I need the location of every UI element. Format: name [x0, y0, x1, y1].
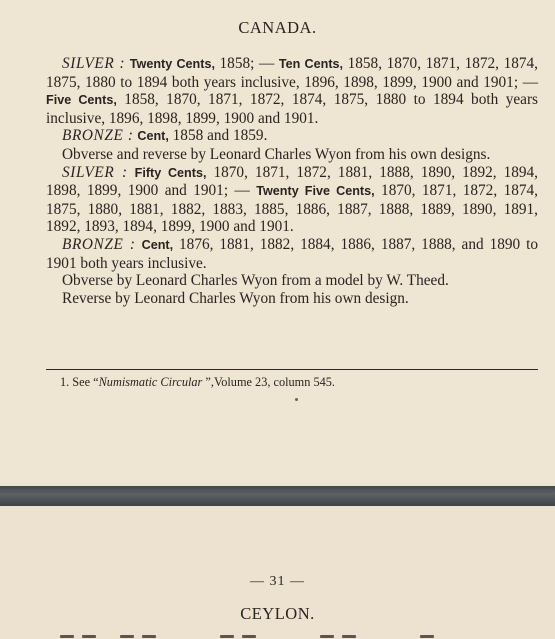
paragraph-silver-1858 [46, 55, 538, 127]
metal-label: BRONZE : [62, 235, 136, 253]
paragraph-obverse-credit: Obverse by Leonard Charles Wyon from a model by W. Theed. [62, 272, 449, 290]
coin-list [46, 55, 538, 307]
years-text: 1870, 1871, 1872, 1874, 1875, 1880, 1881, 1882, 1883, 1885, 1886, 1887, 1888, 1889, 1890, 1891, 1892, 1893, 1894, 1899, 1900 and 1901. [46, 182, 539, 236]
coin-name: Twenty Five Cents, [256, 184, 375, 199]
metal-label: SILVER : [62, 163, 128, 181]
years-text: 1858, 1870, 1871, 1872, 1874, 1875, 1880 to 1894 both years inclusive, 1896, 1898, 1899, 1900 and 1901. [46, 91, 538, 127]
coin-name: Cent, [137, 129, 169, 144]
years-text: 1876, 1881, 1882, 1884, 1886, 1887, 1888, and 1890 to 1901 both years inclusive. [46, 235, 539, 272]
years-text: 1870, 1871, 1872, 1881, 1888, 1890, 1892, 1894, 1898, 1899, 1900 and 1901; — [46, 163, 539, 200]
coin-name: Ten Cents, [278, 57, 344, 71]
paragraph-silver-1870 [46, 164, 538, 236]
truncated-text-line [60, 633, 500, 639]
paragraph-reverse-credit: Reverse by Leonard Charles Wyon from his own design. [62, 289, 409, 307]
paragraph-bronze-1858 [46, 127, 538, 146]
next-section-heading: CEYLON. [240, 604, 315, 623]
paragraph-designer-1: Obverse and reverse by Leonard Charles Wyon from his own designs. [62, 145, 491, 163]
footnote-reference: ”,Volume 23, column 545. [202, 375, 335, 389]
paragraph-bronze-1876 [46, 236, 538, 272]
coin-name: Fifty Cents, [134, 165, 207, 180]
coin-name: Cent, [141, 237, 174, 252]
years-text: 1858; — [214, 55, 279, 72]
metal-label: BRONZE : [62, 127, 134, 145]
page-heading: CANADA. [238, 18, 317, 37]
ink-speck [295, 398, 298, 401]
footnote-marker: 1. See [60, 375, 91, 389]
page-number: — 31 — [250, 574, 305, 589]
coin-name: Twenty Cents, [129, 57, 215, 71]
years-text: 1858 and 1859. [168, 127, 268, 145]
years-text: 1858, 1870, 1871, 1872, 1874, 1875, 1880 to 1894 both years inclusive, 1896, 1898, 1899, 1900 and 1901; — [46, 55, 538, 91]
coin-name: Five Cents, [46, 93, 117, 108]
page-divider [0, 486, 555, 506]
footnote-rule [46, 369, 538, 370]
footnote-quote: “ [90, 375, 99, 389]
metal-label: SILVER : [62, 55, 126, 72]
footnote-title: Numismatic Circular [98, 375, 203, 389]
footnote [60, 375, 530, 390]
